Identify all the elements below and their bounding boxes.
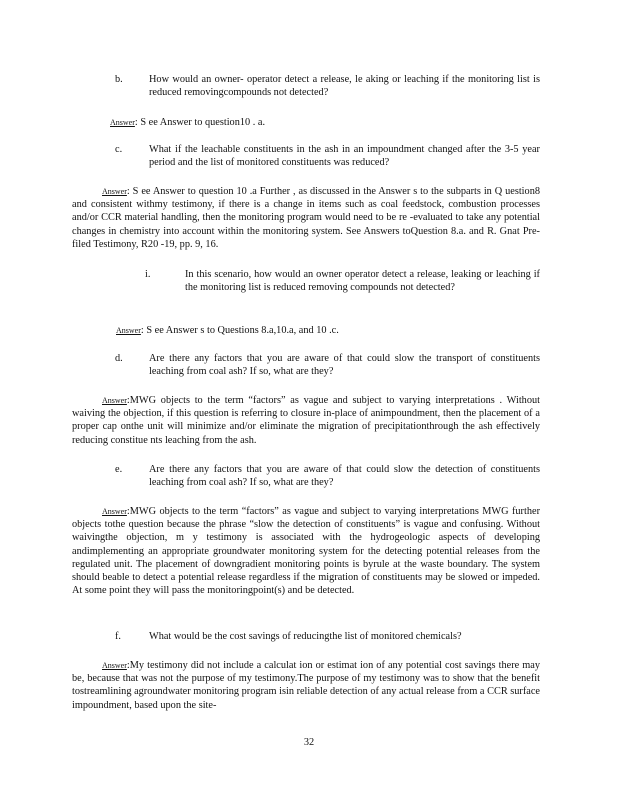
answer-label: Answer bbox=[110, 118, 135, 127]
answer-text: :My testimony did not include a calculat ion or estimat ion of any potential cost savings there may be, because that was not the purpose of my testimony.The purpose of my testimony was to show that the benefit tostreamlining agroundwater monitoring program isin reliable detection of any actual release from a CCR surface impoundment, based upon the site- bbox=[72, 660, 540, 711]
question-text: Are there any factors that you are aware of that could slow the transport of constituents leaching from coal ash? If so, what are they? bbox=[149, 353, 540, 378]
answer-text: :MWG objects to the term “factors” as vague and subject to varying interpretations . Without waiving the objection, if this question is referring to closure in-place of animpoundment, then the placement of a proper cap onthe unit will minimize and/or eliminate the migration of precipitationthrough the ash effectively reducing constitue nts leaching from the ash. bbox=[72, 395, 540, 446]
answer-label: Answer bbox=[116, 326, 141, 335]
answer-text: :MWG objects to the term “factors” as vague and subject to varying interpretations MWG further objects tothe question because the phrase “slow the detection of constituents” is vague and confusing. Without waivingthe objection, m y testimony is associated with the hydrogeologic aspects of developing andimplementing an appropriate groundwater monitoring system for the detecting potential releases from the regulated unit. The placement of downgradient monitoring points is byrule at the waste boundary. The system should beable to detect a potential release regardless if the migration of constituents may be slowed or impeded. At some point they will pass the monitoringpoint(s) and be detected. bbox=[72, 506, 540, 597]
page-number: 32 bbox=[303, 737, 315, 748]
answer-f bbox=[72, 659, 540, 712]
answer-text: : S ee Answer to question 10 .a Further , as discussed in the Answer s to the subparts in Q uestion8 and consistent withmy testimony, if there is a change in items such as coal feedstock, combustion processes and/or CCR material handling, then the monitoring program would need to be re -evaluated to take any potential changes in chemistry into account within the monitoring system. See Answers toQuestion 8.a. and R. Gnat Pre- filed Testimony, R20 -19, pp. 9, 16. bbox=[72, 186, 540, 250]
answer-d bbox=[72, 394, 540, 447]
question-label: c. bbox=[115, 144, 123, 155]
question-text: What if the leachable constituents in the ash in an impoundment changed after the 3-5 year period and the list of monitored constituents was reduced? bbox=[149, 144, 540, 169]
answer-e bbox=[72, 505, 540, 597]
answer-c bbox=[72, 185, 540, 251]
question-text: Are there any factors that you are aware of that could slow the detection of constituents leaching from coal ash? If so, what are they? bbox=[149, 464, 540, 489]
question-label: i. bbox=[145, 269, 151, 280]
answer-text: : S ee Answer to question10 . a. bbox=[134, 117, 266, 128]
answer-label: Answer bbox=[102, 661, 127, 670]
answer-label: Answer bbox=[102, 396, 127, 405]
question-label: b. bbox=[115, 74, 123, 85]
answer-b bbox=[110, 116, 540, 129]
answer-label: Answer bbox=[102, 187, 127, 196]
question-text: What would be the cost savings of reducingthe list of monitored chemicals? bbox=[149, 631, 462, 642]
question-label: e. bbox=[115, 464, 123, 475]
question-label: f. bbox=[115, 631, 122, 642]
answer-label: Answer bbox=[102, 507, 127, 516]
answer-text: : S ee Answer s to Questions 8.a,10.a, and 10 .c. bbox=[140, 325, 339, 336]
question-text: How would an owner- operator detect a release, le aking or leaching if the monitoring list is reduced removingcompounds not detected? bbox=[149, 74, 540, 99]
question-text: In this scenario, how would an owner operator detect a release, leaking or leaching if the monitoring list is reduced removing compounds not detected? bbox=[185, 269, 540, 294]
question-label: d. bbox=[115, 353, 123, 364]
answer-i bbox=[116, 324, 540, 337]
